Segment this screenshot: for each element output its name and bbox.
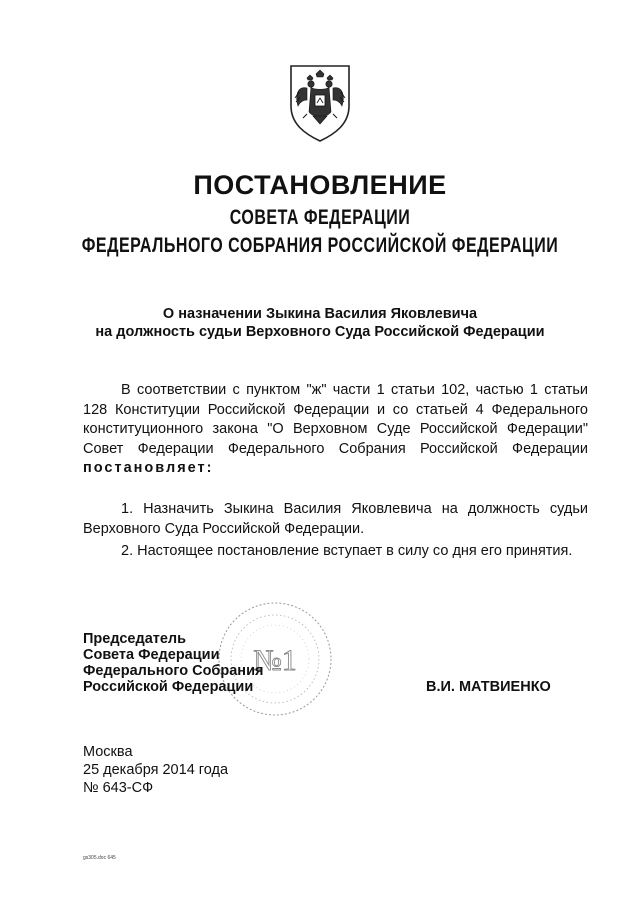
- signatory-title-line: Российской Федерации: [83, 679, 254, 695]
- resolution-item-1: [83, 500, 588, 539]
- preamble-text: В соответствии с пунктом "ж" части 1 статьи 102, частью 1 статьи 128 Конституции Российской Федерации и со статьей 4 Федерального конституционного закона "О Верховном Суде Российской Федерации" Совет Федерации Федерального Собрания Российской Федерации: [83, 382, 588, 457]
- item-1-text: 1. Назначить Зыкина Василия Яковлевича на должность судьи Верховного Суда Российской Федерации.: [83, 501, 588, 537]
- file-code: gs305.doc 645: [83, 855, 116, 861]
- stamp-number: №1: [253, 644, 297, 677]
- decree-word: постановляет:: [83, 460, 214, 476]
- city: Москва: [83, 744, 133, 760]
- subject-line1: О назначении Зыкина Василия Яковлевича: [162, 306, 478, 322]
- signatory-title: [83, 631, 263, 695]
- signatory-title-line: Председатель: [83, 631, 187, 647]
- signatory-name: В.И. МАТВИЕНКО: [426, 679, 551, 695]
- issuing-body-line2: ФЕДЕРАЛЬНОГО СОБРАНИЯ РОССИЙСКОЙ ФЕДЕРАЦИИ: [81, 235, 559, 258]
- resolution-item-2: [83, 542, 588, 562]
- subject-line2: на должность судьи Верховного Суда Российской Федерации: [95, 324, 545, 340]
- document-number: № 643-СФ: [83, 780, 154, 796]
- item-2-text: 2. Настоящее постановление вступает в силу со дня его принятия.: [121, 543, 573, 559]
- signatory-title-line: Совета Федерации: [83, 647, 220, 663]
- signatory-title-line: Федерального Собрания: [83, 663, 264, 679]
- date: 25 декабря 2014 года: [83, 762, 229, 778]
- document-title: ПОСТАНОВЛЕНИЕ: [193, 170, 447, 200]
- russian-coat-of-arms-icon: [285, 62, 355, 144]
- place-and-date: [83, 743, 228, 797]
- document-subject: [0, 305, 640, 341]
- preamble-paragraph: [83, 381, 588, 479]
- issuing-body-line1: СОВЕТА ФЕДЕРАЦИИ: [229, 207, 411, 230]
